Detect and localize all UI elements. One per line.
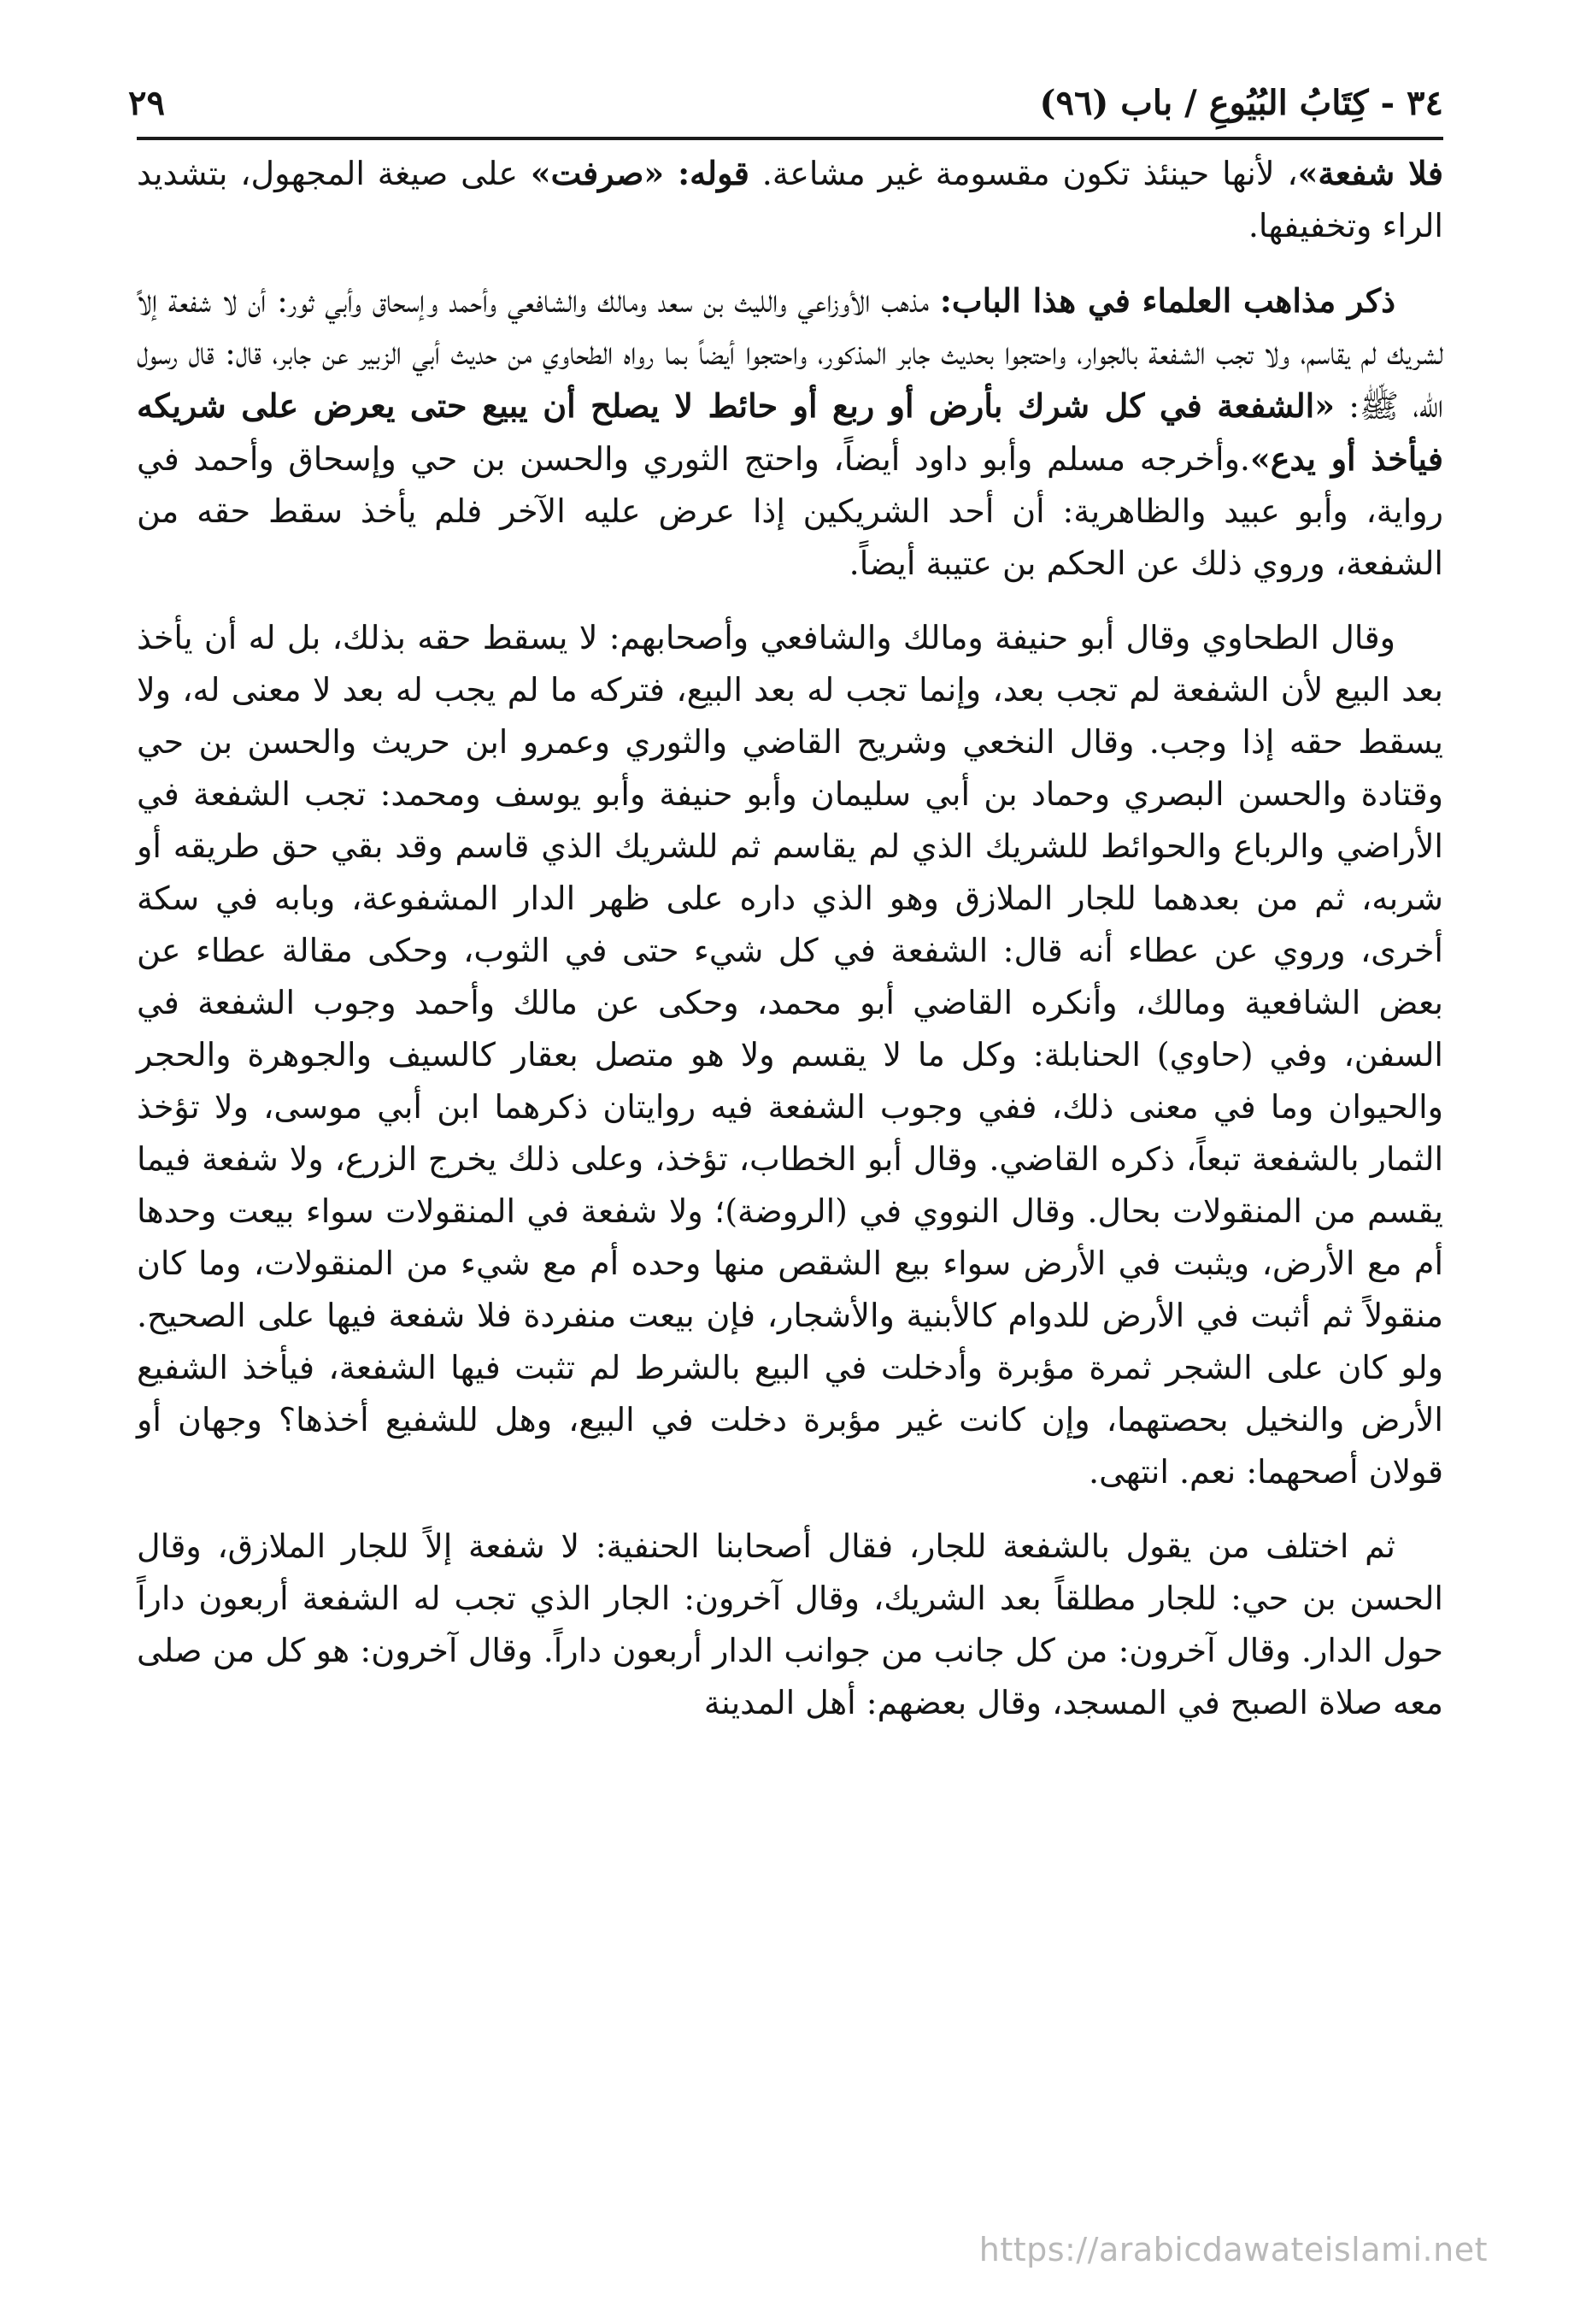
page-body	[137, 147, 1443, 1751]
running-title: ٣٤ - كِتَابُ البُيُوعِ / باب (٩٦)	[1039, 82, 1443, 123]
text-segment: وقال الطحاوي وقال أبو حنيفة ومالك والشافعي وأصحابهم: لا يسقط حقه بذلك، بل له أن يأخذ بعد البيع لأن الشفعة لم تجب بعد، وإنما تجب له بعد البيع، فتركه ما لم يجب له بعد لا معنى له، ولا يسقط حقه إذا وجب. وقال النخعي وشريح القاضي والثوري وعمرو ابن حريث والحسن بن حي وقتادة والحسن البصري وحماد بن أبي سليمان وأبو حنيفة وأبو يوسف ومحمد: تجب الشفعة في الأراضي والرباع والحوائط للشريك الذي لم يقاسم ثم للشريك الذي قاسم وقد بقي حق طريقه أو شربه، ثم من بعدهما للجار الملازق وهو الذي داره على ظهر الدار المشفوعة، وبابه في سكة أخرى، وروي عن عطاء أنه قال: الشفعة في كل شيء حتى في الثوب، وحكى مقالة عطاء عن بعض الشافعية ومالك، وأنكره القاضي أبو محمد، وحكى عن مالك وأحمد وجوب الشفعة في السفن، وفي (حاوي) الحنابلة: وكل ما لا يقسم ولا هو متصل بعقار كالسيف والجوهرة والحجر والحيوان وما في معنى ذلك، ففي وجوب الشفعة فيه روايتان ذكرهما ابن أبي موسى، ولا تؤخذ الثمار بالشفعة تبعاً، ذكره القاضي. وقال أبو الخطاب، تؤخذ، وعلى ذلك يخرج الزرع، ولا شفعة فيما يقسم من المنقولات بحال. وقال النووي في (الروضة)؛ ولا شفعة في المنقولات سواء بيعت وحدها أم مع الأرض، ويثبت في الأرض سواء بيع الشقص منها وحده أم مع شيء من المنقولات، وما كان منقولاً ثم أثبت في الأرض للدوام كالأبنية والأشجار، فإن بيعت منفردة فلا شفعة فيها على الصحيح. ولو كان على الشجر ثمرة مؤبرة وأدخلت في البيع بالشرط لم تثبت فيها الشفعة، فيأخذ الشفيع الأرض والنخيل بحصتهما، وإن كانت غير مؤبرة دخلت في البيع، وهل للشفيع أخذها؟ وجهان أو قولان أصحهما: نعم. انتهى.	[137, 619, 1443, 1491]
text-segment: .وأخرجه مسلم وأبو داود أيضاً، واحتج الثوري والحسن بن حي وإسحاق وأحمد في رواية، وأبو عبيد والظاهرية: أن أحد الشريكين إذا عرض عليه الآخر فلم يأخذ سقط حقه من الشفعة، وروي ذلك عن الحكم بن عتيبة أيضاً.	[137, 440, 1443, 582]
text-segment: مذهب الأوزاعي والليث بن سعد ومالك والشافعي وأحمد وإسحاق وأبي ثور: أن لا شفعة إلاً لشريك لم يقاسم، ولا تجب الشفعة بالجوار، واحتجوا بحديث جابر المذكور، واحتجوا أيضاً بما رواه الطحاوي من حديث أبي الزبير عن جابر، قال: قال رسول الله، ﷺ:	[137, 282, 1443, 425]
paragraph	[137, 1521, 1443, 1729]
header-rule	[137, 137, 1443, 140]
source-watermark: https://arabicdawateislami.net	[978, 2231, 1488, 2268]
page-header	[128, 75, 1443, 130]
text-segment: على صيغة المجهول، بتشديد الراء وتخفيفها.	[137, 155, 1443, 244]
paragraph	[137, 274, 1443, 590]
page-number: ٢٩	[128, 82, 165, 123]
bold-text-segment: قوله: «صرفت»	[530, 154, 749, 192]
paragraph	[137, 612, 1443, 1498]
bold-text-segment: ذكر مذاهب العلماء في هذا الباب:	[939, 281, 1396, 320]
text-segment: ثم اختلف من يقول بالشفعة للجار، فقال أصحابنا الحنفية: لا شفعة إلاً للجار الملازق، وقال الحسن بن حي: للجار مطلقاً بعد الشريك، وقال آخرون: الجار الذي تجب له الشفعة أربعون داراً حول الدار. وقال آخرون: من كل جانب من جوانب الدار أربعون داراً. وقال آخرون: هو كل من صلى معه صلاة الصبح في المسجد، وقال بعضهم: أهل المدينة	[137, 1527, 1443, 1721]
bold-text-segment: «الشفعة في كل شرك بأرض أو ربع أو حائط لا يصلح أن يبيع حتى يعرض على شريكه فيأخذ أو يدع»	[137, 386, 1443, 478]
text-segment: ، لأنها حينئذ تكون مقسومة غير مشاعة.	[749, 155, 1298, 192]
paragraph	[137, 147, 1443, 252]
bold-text-segment: فلا شفعة»	[1297, 154, 1444, 192]
